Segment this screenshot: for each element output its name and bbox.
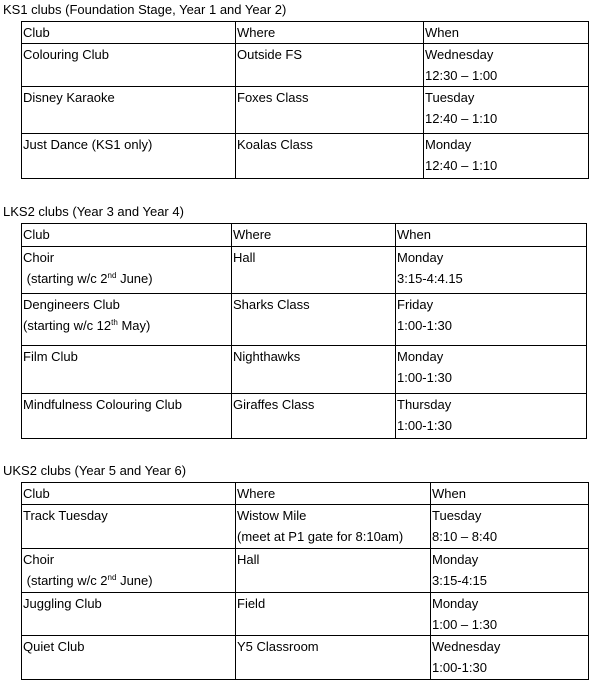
lks2-heading: LKS2 clubs (Year 3 and Year 4) [3, 204, 184, 219]
header-when: When [396, 224, 587, 247]
table-row [22, 134, 589, 179]
club-cell [22, 247, 232, 294]
when-day: Monday [432, 596, 479, 611]
uks2-heading: UKS2 clubs (Year 5 and Year 6) [3, 463, 187, 478]
club-note: (starting w/c 2nd June) [26, 271, 153, 286]
when-cell [431, 549, 589, 593]
where-cell: Giraffes Class [232, 394, 396, 439]
when-time: 1:00-1:30 [432, 660, 487, 675]
lks2-table [21, 223, 587, 439]
where-cell: Field [236, 593, 431, 636]
club-name: Choir [23, 552, 55, 567]
where-note: (meet at P1 gate for 8:10am) [237, 529, 404, 544]
when-day: Tuesday [425, 90, 475, 105]
when-cell [424, 44, 589, 87]
club-cell: Just Dance (KS1 only) [22, 134, 236, 179]
club-note: (starting w/c 2nd June) [26, 573, 153, 588]
club-cell: Track Tuesday [22, 505, 236, 549]
when-time: 1:00 – 1:30 [432, 617, 498, 632]
when-time: 12:40 – 1:10 [425, 158, 498, 173]
club-note: (starting w/c 12th May) [23, 318, 151, 333]
header-when: When [424, 22, 589, 44]
header-where: Where [232, 224, 396, 247]
table-row [22, 549, 589, 593]
header-club: Club [22, 22, 236, 44]
when-cell [431, 593, 589, 636]
ks1-heading: KS1 clubs (Foundation Stage, Year 1 and Year 2) [3, 2, 287, 17]
table-row [22, 636, 589, 680]
where-cell: Sharks Class [232, 294, 396, 346]
club-name: Choir [23, 250, 55, 265]
when-cell [396, 247, 587, 294]
when-day: Monday [425, 137, 472, 152]
header-club: Club [22, 224, 232, 247]
club-cell [22, 294, 232, 346]
when-time: 12:30 – 1:00 [425, 68, 498, 83]
when-time: 3:15-4:15 [432, 573, 487, 588]
header-club: Club [22, 483, 236, 505]
when-day: Monday [397, 349, 444, 364]
table-row [22, 87, 589, 134]
where-cell: Outside FS [236, 44, 424, 87]
table-header-row [22, 483, 589, 505]
when-day: Thursday [397, 397, 452, 412]
club-cell: Juggling Club [22, 593, 236, 636]
when-cell [424, 87, 589, 134]
table-row [22, 346, 587, 394]
club-name: Dengineers Club [23, 297, 120, 312]
table-row [22, 394, 587, 439]
uks2-table [21, 482, 589, 680]
when-cell [396, 294, 587, 346]
when-time: 8:10 – 8:40 [432, 529, 498, 544]
when-cell [431, 505, 589, 549]
header-where: Where [236, 483, 431, 505]
where-cell: Koalas Class [236, 134, 424, 179]
when-time: 1:00-1:30 [397, 418, 452, 433]
header-when: When [431, 483, 589, 505]
when-time: 3:15-4:4.15 [397, 271, 463, 286]
when-cell [396, 394, 587, 439]
when-time: 1:00-1:30 [397, 318, 452, 333]
where-cell: Hall [232, 247, 396, 294]
when-cell [431, 636, 589, 680]
club-cell: Disney Karaoke [22, 87, 236, 134]
where-cell [236, 505, 431, 549]
table-row [22, 593, 589, 636]
when-time: 1:00-1:30 [397, 370, 452, 385]
when-day: Wednesday [432, 639, 501, 654]
when-day: Friday [397, 297, 434, 312]
header-where: Where [236, 22, 424, 44]
club-cell [22, 549, 236, 593]
table-row [22, 294, 587, 346]
club-cell: Colouring Club [22, 44, 236, 87]
table-header-row [22, 224, 587, 247]
when-cell [424, 134, 589, 179]
where-cell: Foxes Class [236, 87, 424, 134]
club-cell: Film Club [22, 346, 232, 394]
table-row [22, 505, 589, 549]
where-cell: Nighthawks [232, 346, 396, 394]
ks1-table [21, 21, 589, 179]
table-row [22, 247, 587, 294]
when-cell [396, 346, 587, 394]
where-cell: Hall [236, 549, 431, 593]
club-cell: Quiet Club [22, 636, 236, 680]
when-time: 12:40 – 1:10 [425, 111, 498, 126]
when-day: Monday [432, 552, 479, 567]
where-name: Wistow Mile [237, 508, 307, 523]
when-day: Tuesday [432, 508, 482, 523]
club-cell: Mindfulness Colouring Club [22, 394, 232, 439]
when-day: Monday [397, 250, 444, 265]
when-day: Wednesday [425, 47, 494, 62]
where-cell: Y5 Classroom [236, 636, 431, 680]
table-header-row [22, 22, 589, 44]
table-row [22, 44, 589, 87]
